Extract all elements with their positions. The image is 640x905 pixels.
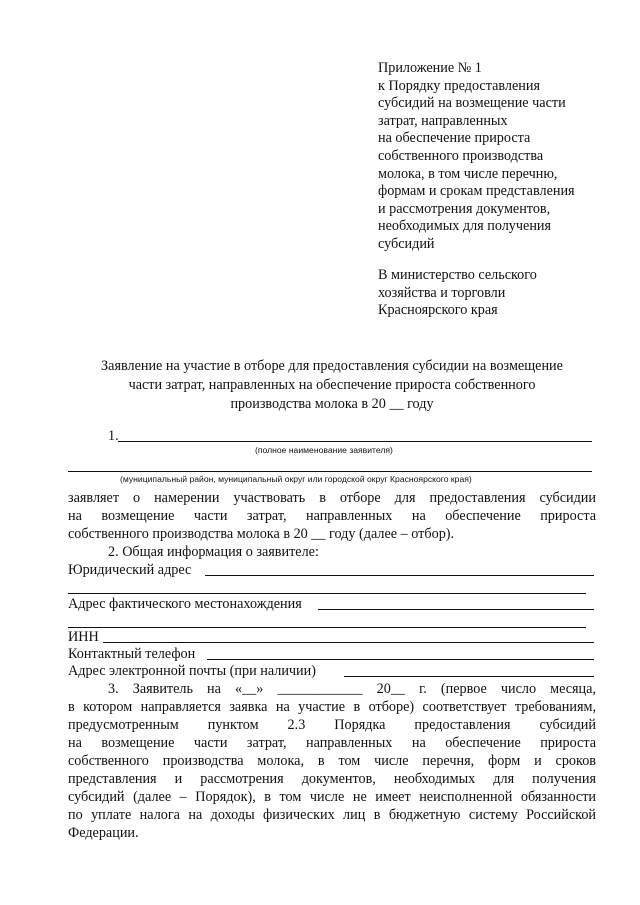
section3-line: субсидий (далее – Порядок), в том числе не имеет неисполненной обязанности	[68, 789, 596, 805]
recipient-line: В министерство сельского	[378, 267, 537, 283]
recipient-block	[378, 267, 628, 320]
district-field[interactable]	[68, 471, 592, 472]
actual-address-field[interactable]	[318, 609, 594, 610]
phone-label: Контактный телефон	[68, 646, 196, 662]
legal-address-field[interactable]	[205, 575, 594, 576]
actual-address-label: Адрес фактического местонахождения	[68, 596, 302, 612]
appendix-line: Приложение № 1	[378, 60, 482, 76]
document-title	[70, 357, 594, 413]
section3-line: по уплате налога на доходы физических лиц в бюджетную систему Российской	[68, 807, 596, 823]
appendix-line: к Порядку предоставления	[378, 77, 540, 94]
section1-text-line: собственного производства молока в 20 __ году (далее – отбор).	[68, 526, 455, 542]
section3-line: на возмещение части затрат, направленных на обеспечение прироста	[68, 735, 596, 751]
email-field[interactable]	[344, 676, 594, 677]
appendix-line: молока, в том числе перечню,	[378, 165, 558, 182]
appendix-line: формам и срокам представления	[378, 183, 575, 200]
applicant-name-caption: (полное наименование заявителя)	[255, 445, 393, 455]
phone-field[interactable]	[207, 659, 594, 660]
section2-heading: 2. Общая информация о заявителе:	[108, 544, 319, 560]
title-line: Заявление на участие в отборе для предоставления субсидии на возмещение	[101, 358, 563, 374]
appendix-line: субсидий на возмещение части	[378, 95, 566, 112]
appendix-line: собственного производства	[378, 147, 544, 164]
appendix-header	[378, 60, 628, 254]
title-line: производства молока в 20 __ году	[230, 395, 434, 412]
section1-text-line: заявляет о намерении участвовать в отборе для предоставления субсидии	[68, 490, 596, 506]
section3-line: Федерации.	[68, 825, 139, 841]
legal-address-field-line2[interactable]	[68, 593, 586, 594]
actual-address-field-line2[interactable]	[68, 627, 586, 628]
section3-line: собственного производства молока, в том числе перечня, форм и сроков	[68, 753, 596, 769]
applicant-name-field[interactable]	[118, 441, 592, 442]
section3-line: в котором направляется заявка на участие в отборе) соответствует требованиям,	[68, 699, 596, 715]
title-line: части затрат, направленных на обеспечение прироста собственного	[128, 376, 536, 393]
appendix-line: необходимых для получения	[378, 218, 552, 235]
appendix-line: субсидий	[378, 235, 435, 252]
inn-field[interactable]	[103, 642, 594, 643]
section1-number: 1.	[108, 428, 119, 444]
recipient-line: хозяйства и торговли	[378, 284, 506, 301]
legal-address-label: Юридический адрес	[68, 562, 192, 578]
email-label: Адрес электронной почты (при наличии)	[68, 663, 316, 679]
district-caption: (муниципальный район, муниципальный округ или городской округ Красноярского края)	[120, 474, 472, 484]
section3-line: представления и рассмотрения документов, необходимых для получения	[68, 771, 596, 787]
inn-label: ИНН	[68, 629, 99, 645]
appendix-line: на обеспечение прироста	[378, 130, 531, 147]
recipient-line: Красноярского края	[378, 302, 498, 319]
section3-line: предусмотренным пунктом 2.3 Порядка предоставления субсидий	[68, 717, 596, 733]
appendix-line: затрат, направленных	[378, 112, 508, 129]
section1-text-line: на возмещение части затрат, направленных на обеспечение прироста	[68, 508, 596, 524]
section3-line: 3. Заявитель на «__» ____________ 20__ г. (первое число месяца,	[108, 681, 596, 697]
appendix-line: и рассмотрения документов,	[378, 200, 551, 217]
